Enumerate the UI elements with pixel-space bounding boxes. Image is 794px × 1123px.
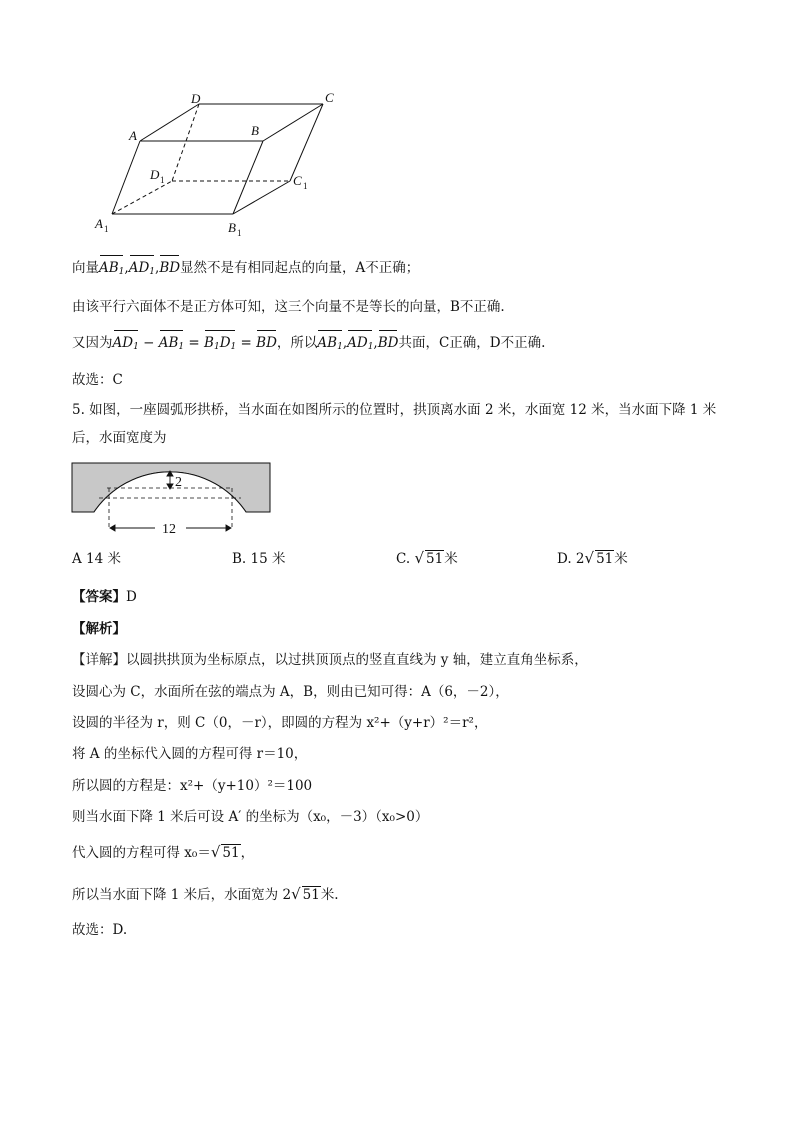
text-suffix: 显然不是有相同起点的向量，A不正确； [180, 260, 420, 276]
question-5-line-2: 后，水面宽度为 [72, 430, 167, 446]
question-5-line-1: 5. 如图，一座圆弧形拱桥，当水面在如图所示的位置时，拱顶离水面 2 米，水面宽 12 米，当水面下降 1 米 [72, 402, 717, 418]
answer-value: D [126, 589, 137, 605]
label-B: B [251, 123, 259, 138]
arch-bridge-figure [0, 458, 794, 538]
width-label: 12 [162, 522, 176, 537]
solution-line-8: 所以当水面下降 1 米后，水面宽为 2√ 51米. [72, 885, 339, 903]
answer-line [72, 587, 137, 607]
analysis-label: 【解析】 [72, 621, 126, 637]
vector-ad1-b: $AD_1$ [113, 333, 139, 357]
label-C: C [325, 90, 334, 105]
text-line-vectors: 向量$AB_1,AD_1,BD$显然不是有相同起点的向量，A不正确； [72, 258, 419, 282]
vector-ab1: $AB_1$ [99, 258, 124, 282]
option-b: B. 15 米 [232, 551, 286, 567]
text-line-b: 由该平行六面体不是正方体可知，这三个向量不是等长的向量，B不正确. [72, 299, 505, 315]
solution-line-3: 设圆的半径为 r，则 C（0，－r），即圆的方程为 x²+（y+r）²＝r²， [72, 715, 488, 731]
vector-ab1-b: $AB_1$ [159, 333, 184, 357]
height-label: 2 [175, 475, 182, 490]
label-B1-sub: 1 [237, 228, 242, 238]
label-C1-sub: 1 [303, 181, 308, 191]
vector-ad1: $AD_1$ [129, 258, 155, 282]
label-A1-sub: 1 [104, 224, 109, 234]
text-prefix: 向量 [72, 260, 99, 276]
solution-line-4: 将 A 的坐标代入圆的方程可得 r＝10， [72, 746, 308, 762]
label-A: A [129, 128, 137, 143]
vector-bd-b: BD [256, 335, 277, 351]
sqrt-51: 51 [426, 551, 444, 567]
option-a: A 14 米 [72, 551, 122, 567]
solution-line-6: 则当水面下降 1 米后可设 A′ 的坐标为（x₀，－3）（x₀>0） [72, 809, 429, 825]
label-D1: D [150, 167, 160, 182]
solution-line-7: 代入圆的方程可得 x₀＝√ 51， [72, 843, 255, 861]
vector-b1d1: $B_1D_1$ [204, 333, 236, 357]
label-D1-sub: 1 [160, 175, 165, 185]
label-D: D [191, 91, 201, 106]
text-line-choice-c: 故选：C [72, 372, 123, 388]
vector-ad1-c: $AD_1$ [347, 333, 373, 357]
label-C1: C [293, 173, 302, 188]
option-c: C. √ 51米 [396, 549, 458, 567]
sqrt-51: 51 [222, 845, 240, 861]
vector-bd: BD [159, 260, 181, 276]
text-line-c: 又因为$AD_1 - AB_1 = B_1D_1$ = BD，所以$AB_1,AD_1,BD$共面，C正确，D不正确. [72, 333, 545, 357]
solution-line-1: 【详解】以圆拱拱顶为坐标原点，以过拱顶顶点的竖直直线为 y 轴，建立直角坐标系， [72, 652, 588, 668]
solution-line-5: 所以圆的方程是：x²+（y+10）²＝100 [72, 778, 313, 794]
answer-label: 【答案】 [72, 589, 126, 605]
parallelepiped-figure [0, 0, 794, 245]
label-A1: A [95, 216, 103, 231]
sqrt-51: 51 [596, 551, 614, 567]
detail-label: 【详解】 [72, 652, 126, 668]
sqrt-51: 51 [302, 887, 320, 903]
vector-bd-c: BD [377, 335, 399, 351]
vector-ab1-c: $AB_1$ [317, 333, 342, 357]
option-d: D. 2√ 51米 [557, 549, 628, 567]
solution-line-2: 设圆心为 C，水面所在弦的端点为 A，B，则由已知可得：A（6，－2）， [72, 684, 509, 700]
label-B1: B [228, 220, 236, 235]
solution-line-9: 故选：D. [72, 922, 128, 938]
